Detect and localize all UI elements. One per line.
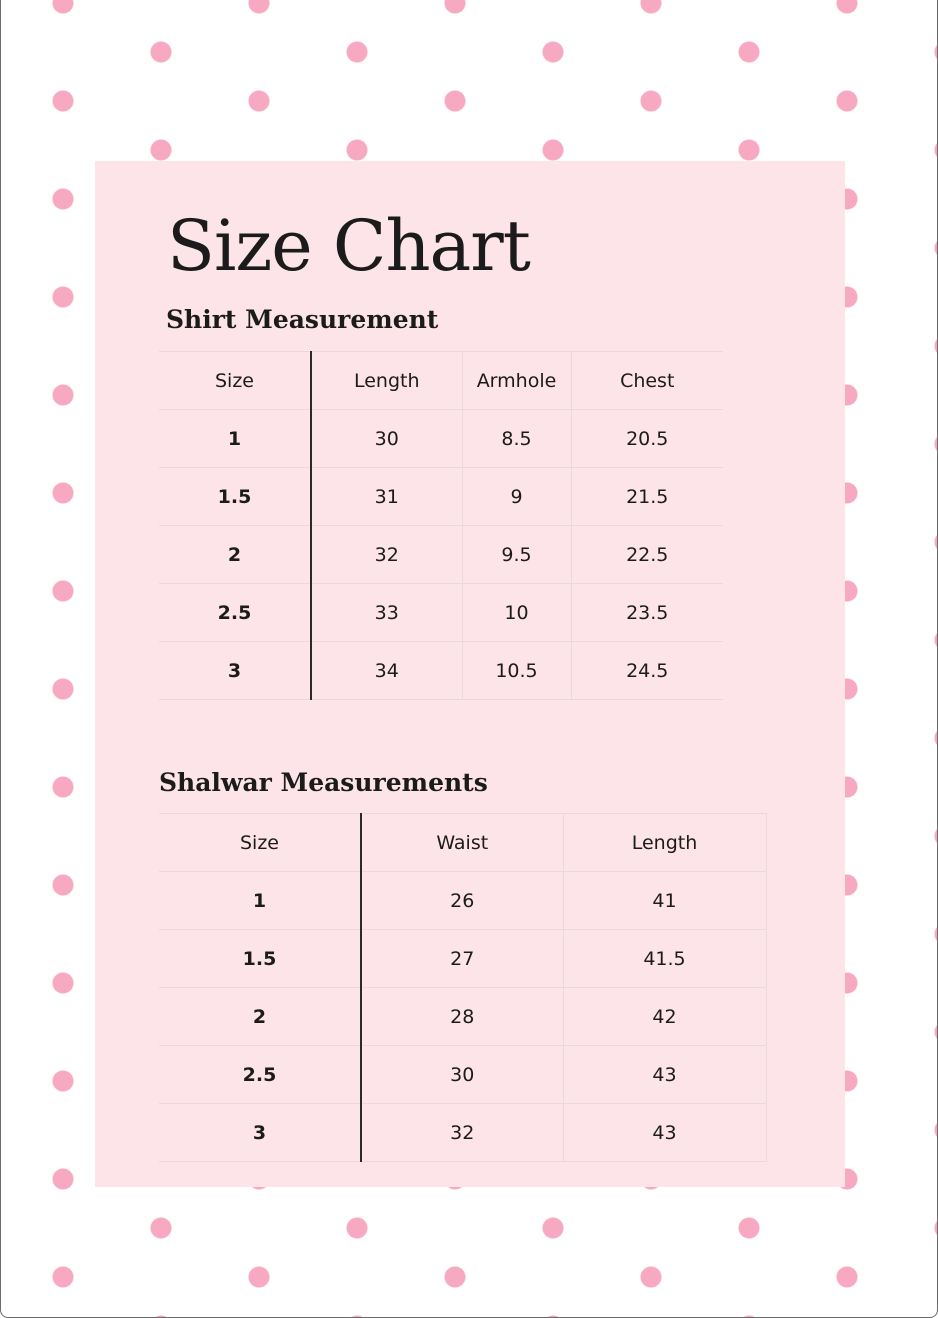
size-cell: 1 bbox=[159, 872, 361, 930]
length-cell: 41.5 bbox=[563, 930, 766, 988]
armhole-cell: 9.5 bbox=[462, 526, 571, 584]
table-row bbox=[159, 1104, 766, 1162]
length-cell: 43 bbox=[563, 1104, 766, 1162]
table-row bbox=[159, 930, 766, 988]
shirt-col-size-header: Size bbox=[159, 352, 311, 410]
size-cell: 2.5 bbox=[159, 1046, 361, 1104]
page-title: Size Chart bbox=[167, 205, 530, 287]
chest-cell: 21.5 bbox=[571, 468, 723, 526]
armhole-cell: 10.5 bbox=[462, 642, 571, 700]
shalwar-header-row bbox=[159, 814, 766, 872]
shirt-col-chest-header: Chest bbox=[571, 352, 723, 410]
shirt-measurement-table bbox=[159, 351, 723, 700]
shirt-section-title: Shirt Measurement bbox=[166, 305, 439, 334]
shalwar-section-title: Shalwar Measurements bbox=[159, 768, 488, 797]
size-chart-card bbox=[95, 161, 845, 1187]
length-cell: 30 bbox=[311, 410, 462, 468]
table-row bbox=[159, 526, 723, 584]
table-row bbox=[159, 468, 723, 526]
chest-cell: 20.5 bbox=[571, 410, 723, 468]
length-cell: 31 bbox=[311, 468, 462, 526]
shirt-col-length-header: Length bbox=[311, 352, 462, 410]
waist-cell: 32 bbox=[361, 1104, 563, 1162]
size-cell: 3 bbox=[159, 1104, 361, 1162]
waist-cell: 28 bbox=[361, 988, 563, 1046]
table-row bbox=[159, 988, 766, 1046]
chest-cell: 23.5 bbox=[571, 584, 723, 642]
length-cell: 33 bbox=[311, 584, 462, 642]
shalwar-col-size-header: Size bbox=[159, 814, 361, 872]
chest-cell: 22.5 bbox=[571, 526, 723, 584]
waist-cell: 30 bbox=[361, 1046, 563, 1104]
shirt-col-armhole-header: Armhole bbox=[462, 352, 571, 410]
table-row bbox=[159, 584, 723, 642]
size-cell: 2.5 bbox=[159, 584, 311, 642]
armhole-cell: 8.5 bbox=[462, 410, 571, 468]
length-cell: 41 bbox=[563, 872, 766, 930]
armhole-cell: 9 bbox=[462, 468, 571, 526]
table-row bbox=[159, 872, 766, 930]
waist-cell: 27 bbox=[361, 930, 563, 988]
table-row bbox=[159, 1046, 766, 1104]
armhole-cell: 10 bbox=[462, 584, 571, 642]
size-cell: 3 bbox=[159, 642, 311, 700]
size-cell: 2 bbox=[159, 988, 361, 1046]
shalwar-col-waist-header: Waist bbox=[361, 814, 563, 872]
size-cell: 1.5 bbox=[159, 468, 311, 526]
chest-cell: 24.5 bbox=[571, 642, 723, 700]
shirt-header-row bbox=[159, 352, 723, 410]
waist-cell: 26 bbox=[361, 872, 563, 930]
shalwar-measurement-table bbox=[159, 813, 767, 1162]
table-row bbox=[159, 642, 723, 700]
length-cell: 42 bbox=[563, 988, 766, 1046]
length-cell: 43 bbox=[563, 1046, 766, 1104]
size-cell: 1.5 bbox=[159, 930, 361, 988]
size-cell: 2 bbox=[159, 526, 311, 584]
table-row bbox=[159, 410, 723, 468]
shalwar-col-length-header: Length bbox=[563, 814, 766, 872]
size-cell: 1 bbox=[159, 410, 311, 468]
length-cell: 32 bbox=[311, 526, 462, 584]
length-cell: 34 bbox=[311, 642, 462, 700]
